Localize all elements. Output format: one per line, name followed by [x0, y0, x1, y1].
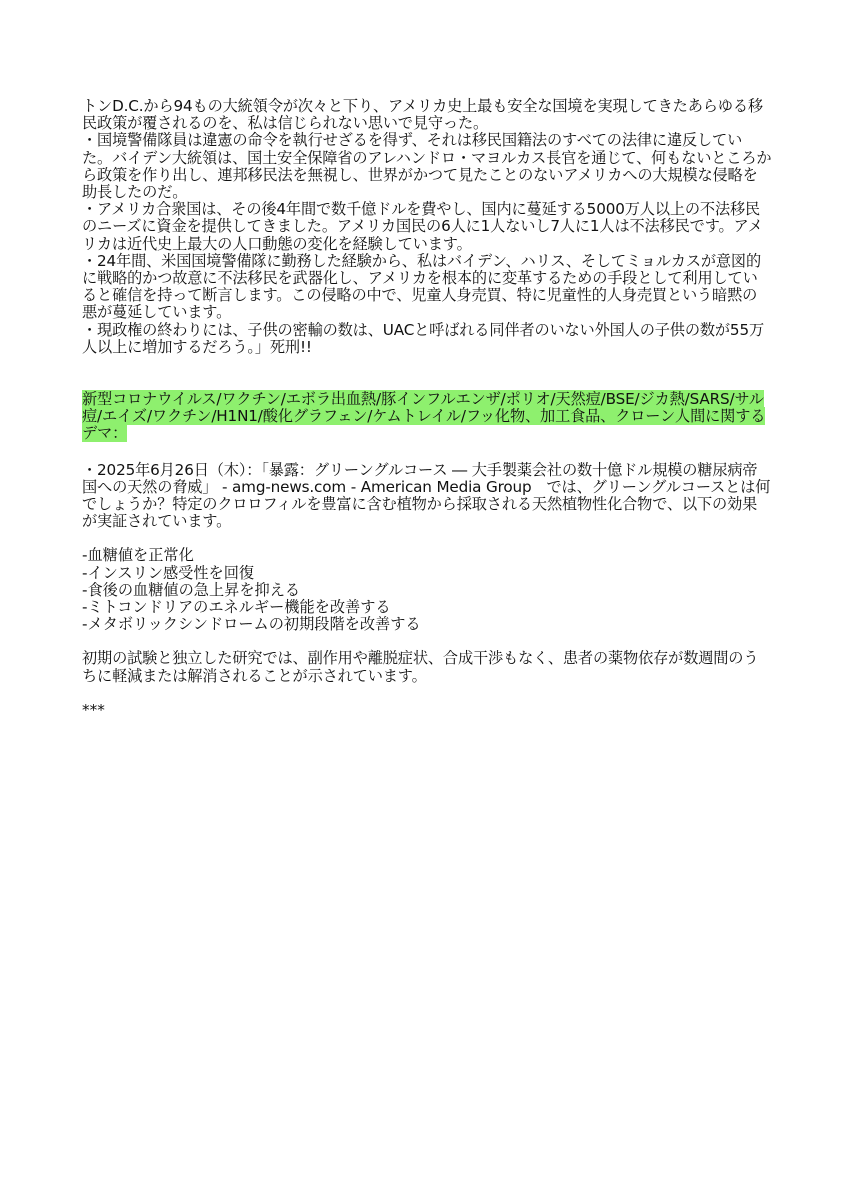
spacer — [82, 633, 772, 650]
document-page — [82, 98, 772, 719]
paragraph-border-patrol-experience: ・24年間、米国国境警備隊に勤務した経験から、私はバイデン、ハリス、そしてミョルカスが意図的に戦略的かつ故意に不法移民を武器化し、アメリカを根本的に変革するための手段として利用していると確信を持って断言します。この侵略の中で、児童人身売買、特に児童性的人身売買という暗黙の悪が蔓延しています。 — [82, 251, 762, 322]
highlighted-heading-paragraph — [82, 391, 772, 443]
section-separator: *** — [82, 700, 105, 719]
paragraph-border-agents: ・国境警備隊員は違憲の命令を執行せざるを得ず、それは移民国籍法のすべての法律に違反していた。バイデン大統領は、国土安全保障省のアレハンドロ・マヨルカス長官を通じて、何もないところから政策を作り出し、連邦移民法を無視し、世界がかつて見たことのないアメリカへの大規模な侵略を助長したのだ。 — [82, 131, 772, 202]
list-item: -血糖値を正常化 — [82, 546, 194, 565]
highlighted-heading: 新型コロナウイルス/ワクチン/エボラ出血熱/豚インフルエンザ/ポリオ/天然痘/BSE/ジカ熱/SARS/サル痘/エイズ/ワクチン/H1N1/酸化グラフェン/ケムトレイル/フッ化物、加工食品、クローン人間に関するデマ： — [82, 390, 766, 443]
paragraph-conclusion: 初期の試験と独立した研究では、副作用や離脱症状、合成干渉もなく、患者の薬物依存が数週間のうちに軽減または解消されることが示されています。 — [82, 649, 759, 685]
paragraph-article-intro: ・2025年6月26日（木）：「暴露：グリーングルコース ― 大手製薬会社の数十億ドル規模の糖尿病帝国への天然の脅威」 - amg-news.com - American Media Group では、グリーングルコースとは何でしょうか？特定のクロロフィルを豊富に含む植物から採取される天然植物性化合物で、以下の効果が実証されています。 — [82, 460, 771, 531]
paragraph-child-smuggling: ・現政権の終わりには、子供の密輸の数は、UACと呼ばれる同伴者のいない外国人の子供の数が55万人以上に増加するだろう。」死刑!! — [82, 320, 764, 356]
paragraph-illegal-immigrants-funding: ・アメリカ合衆国は、その後4年間で数千億ドルを費やし、国内に蔓延する5000万人以上の不法移民のニーズに資金を提供してきました。アメリカ国民の6人に1人ないし7人に1人は不法移民です。アメリカは近代史上最大の人口動態の変化を経験しています。 — [82, 200, 763, 253]
list-item: -メタボリックシンドロームの初期段階を改善する — [82, 615, 421, 634]
spacer — [82, 530, 772, 547]
spacer — [82, 356, 772, 391]
list-item: -インスリン感受性を回復 — [82, 563, 255, 582]
spacer — [82, 685, 772, 702]
list-item: -ミトコンドリアのエネルギー機能を改善する — [82, 598, 391, 617]
spacer — [82, 443, 772, 462]
list-item: -食後の血糖値の急上昇を抑える — [82, 580, 301, 599]
effects-list — [82, 547, 772, 633]
paragraph-intro-continuation: トンD.C.から94もの大統領令が次々と下り、アメリカ史上最も安全な国境を実現してきたあらゆる移民政策が覆されるのを、私は信じられない思いで見守った。 — [82, 97, 763, 133]
